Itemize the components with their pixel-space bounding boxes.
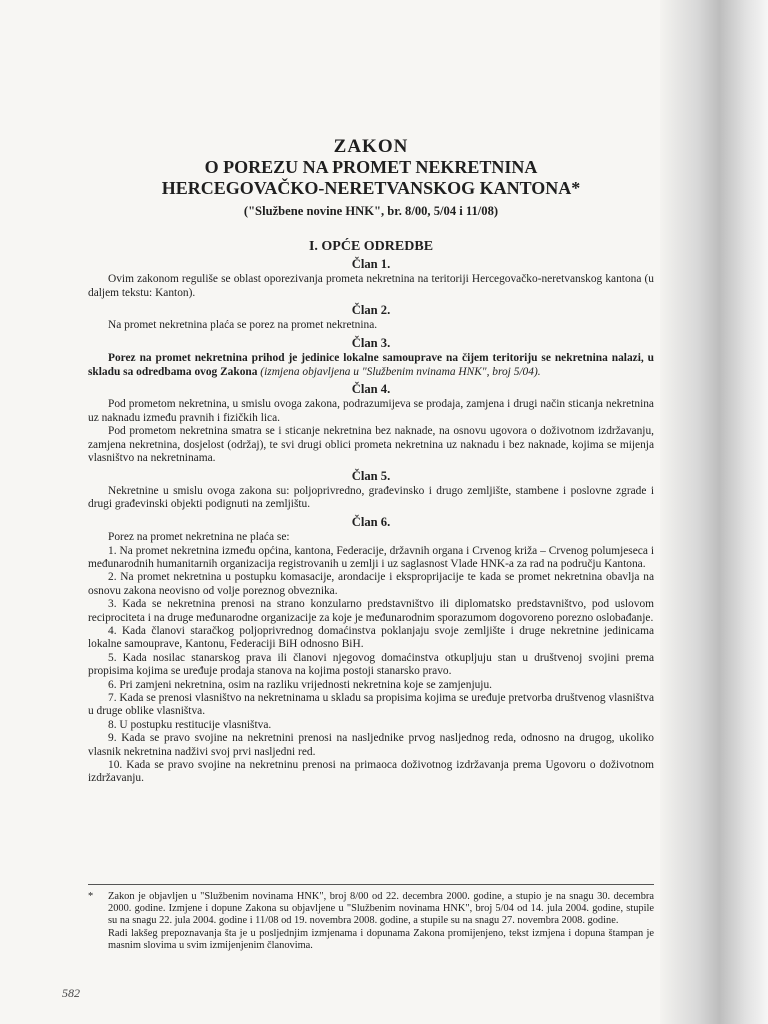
article-paragraph: Nekretnine u smislu ovoga zakona su: poljoprivredno, građevinsko i drugo zemljište, stambene i poslovne zgrade i drugi građevinski objekti podignuti na zemljištu. (88, 484, 654, 511)
list-item: 9. Kada se pravo svojine na nekretnini prenosi na nasljednike prvog nasljednog reda, odnosno na drugog, ukoliko vlasnik nekretnina nadživi svoj prvi nasljedni red. (88, 732, 654, 758)
law-title: ZAKON (333, 136, 409, 157)
amended-text: Porez na promet nekretnina prihod je jedinice lokalne samouprave na čijem teritoriju se nekretnina nalazi, u skladu sa odredbama ovog Zakona (88, 352, 654, 378)
footnote-text: Zakon je objavljen u "Službenim novinama HNK", broj 8/00 od 22. decembra 2000. godine, a stupio je na snagu 30. decembra 2000. godine. Izmjene i dopune Zakona su objavljene u "Službenim novinama HNK", broj 5/04 od 14. jula 2004. godine, stupile su na snagu 22. jula 2004. godine i 11/08 od 19. novembra 2008. godine, a stupile su na snagu 27. novembra 2008. godine. (108, 891, 654, 927)
article-paragraph: Porez na promet nekretnina ne plaća se: (108, 531, 290, 544)
list-item: 7. Kada se prenosi vlasništvo na nekretninama u skladu sa propisima kojima se uređuje pretvorba društvenog vlasništva u druge oblike vlasništva. (88, 692, 654, 718)
footnote-mark: * (88, 891, 94, 902)
article-heading: Član 6. (351, 514, 391, 529)
law-subtitle: O POREZU NA PROMET NEKRETNINA (204, 157, 538, 177)
list-item: 5. Kada nosilac stanarskog prava ili članovi njegovog domaćinstva otkupljuju stan u društvenoj svojini prema propisima kojima se uređuje prodaja stanova na kojima postoji stanarsko pravo. (88, 651, 654, 678)
list-item: 2. Na promet nekretnina u postupku komasacije, arondacije i eksproprijacije te kada se promet nekretnina obavlja na osnovu zakona neovisno od volje poreznog obveznika. (88, 571, 654, 597)
law-subtitle-canton: HERCEGOVAČKO-NERETVANSKOG KANTONA* (161, 178, 581, 198)
article-heading: Član 4. (351, 382, 391, 397)
article-heading: Član 1. (351, 256, 391, 271)
list-item: 4. Kada članovi staračkog poljoprivrednog domaćinstva poklanjaju svoje zemljište i druge nekretnine jedinicama lokalne samouprave, Kantonu, Federaciji BiH odnosno BiH. (88, 624, 654, 651)
footnote-text: Radi lakšeg prepoznavanja šta je u posljednjim izmjenama i dopunama Zakona promijenjeno, tekst izmjena i dopuna štampan je masnim slovima u svim izmijenjenim članovima. (108, 927, 654, 951)
article-paragraph: Ovim zakonom reguliše se oblast oporezivanja prometa nekretnina na teritoriji Hercegovačko-neretvanskog kantona (u daljem tekstu: Kanton). (88, 273, 654, 299)
article-heading: Član 2. (351, 303, 391, 318)
article-paragraph: Pod prometom nekretnina, u smislu ovoga zakona, podrazumijeva se prodaja, zamjena i drugi način sticanja nekretnina uz naknadu između pravnih i fizičkih lica. (88, 398, 654, 424)
law-source: ("Službene novine HNK", br. 8/00, 5/04 i 11/08) (243, 204, 499, 218)
list-item: 3. Kada se nekretnina prenosi na strano konzularno predstavništvo ili diplomatsko predstavništvo, pod uslovom reciprociteta i na druge međunarodne organizacije za koje je međunarodnim sporazumom dogovoreno porezno oslobađanje. (88, 598, 654, 624)
page-edge-shadow (660, 0, 768, 1024)
section-heading: I. OPĆE ODREDBE (308, 239, 434, 255)
article-paragraph: Pod prometom nekretnina smatra se i sticanje nekretnina bez naknade, na osnovu ugovora o doživotnom izdržavanju, zamjena nekretnina, dosjelost (održaj), te svi drugi oblici prometa nekretnina uz naknadu i bez naknade, kojima se mijenja vlasništvo na nekretninama. (88, 425, 654, 465)
document-body (88, 130, 654, 786)
article-heading: Član 3. (351, 335, 391, 350)
article-paragraph: Na promet nekretnina plaća se porez na promet nekretnina. (108, 319, 378, 332)
article-heading: Član 5. (351, 468, 391, 483)
amendment-note: (izmjena objavljena u "Službenim nvinama HNK", broj 5/04). (260, 365, 541, 378)
list-item: 10. Kada se pravo svojine na nekretninu prenosi na primaoca doživotnog izdržavanja prema Ugovoru o doživotnom izdržavanju. (88, 759, 654, 785)
list-item: 8. U postupku restitucije vlasništva. (108, 718, 272, 731)
article-paragraph-amended (88, 352, 654, 379)
list-item: 1. Na promet nekretnina između općina, kantona, Federacije, državnih organa i Crvenog križa – Crvenog polumjeseca i međunarodnih humanitarnih organizacija registrovanih u zemlji i uz saglasnost Vlade HNK-a za rad na području Kantona. (88, 544, 654, 570)
footnote-block (88, 884, 654, 952)
page-number: 582 (62, 986, 80, 1000)
list-item: 6. Pri zamjeni nekretnina, osim na razliku vrijednosti nekretnina koje se zamjenjuju. (108, 678, 493, 691)
